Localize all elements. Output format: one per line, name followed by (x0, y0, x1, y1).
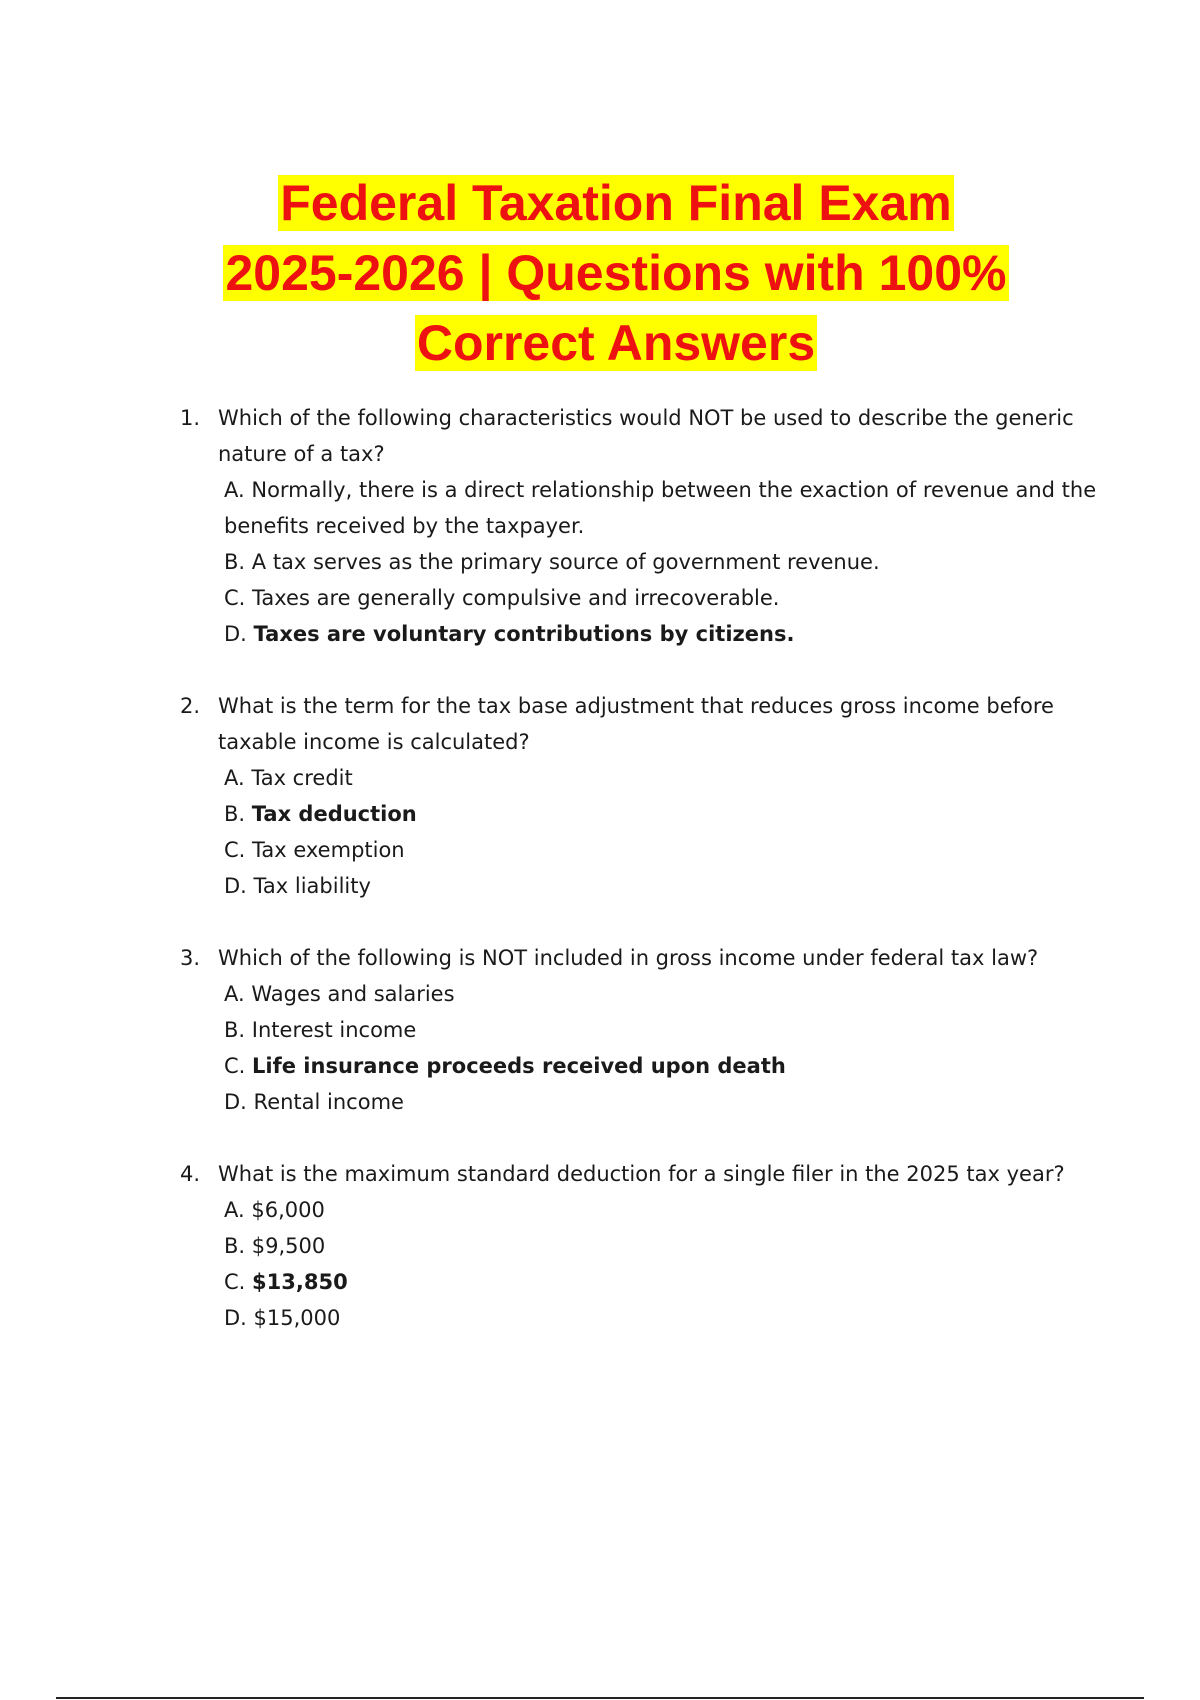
answer-option-a (180, 760, 1100, 796)
answer-option-b (180, 796, 1100, 832)
answer-option-d (180, 868, 1100, 904)
answer-option-b (180, 1012, 1100, 1048)
document-title (0, 168, 1200, 378)
question-list (180, 400, 1100, 1372)
answer-option-a (180, 976, 1100, 1012)
correct-answer-text: Life insurance proceeds received upon death (252, 1054, 786, 1078)
option-text: Taxes are generally compulsive and irrecoverable. (252, 586, 780, 610)
question-2 (180, 688, 1100, 904)
option-letter: A. (224, 478, 245, 502)
question-4 (180, 1156, 1100, 1336)
correct-answer-text: Taxes are voluntary contributions by citizens. (253, 622, 795, 646)
option-letter: B. (224, 550, 246, 574)
option-letter: D. (224, 1090, 247, 1114)
title-line-3: Correct Answers (416, 315, 816, 371)
option-text: A tax serves as the primary source of government revenue. (251, 550, 880, 574)
option-letter: C. (224, 1270, 246, 1294)
option-letter: B. (224, 1018, 246, 1042)
option-letter: C. (224, 586, 246, 610)
question-number: 1. (180, 406, 201, 430)
question-text: Which of the following is NOT included in gross income under federal tax law? (218, 946, 1039, 970)
option-text: Rental income (253, 1090, 404, 1114)
option-text: Normally, there is a direct relationship between the exaction of revenue and the benefits received by the taxpayer. (224, 478, 1097, 538)
option-text: $15,000 (253, 1306, 341, 1330)
question-3 (180, 940, 1100, 1120)
option-letter: B. (224, 1234, 246, 1258)
question-number: 4. (180, 1162, 201, 1186)
answer-option-a (180, 1192, 1100, 1228)
question-text: What is the term for the tax base adjustment that reduces gross income before taxable income is calculated? (218, 694, 1054, 754)
footer-divider (56, 1697, 1144, 1699)
option-text: $6,000 (251, 1198, 325, 1222)
option-text: Tax exemption (252, 838, 405, 862)
question-text: What is the maximum standard deduction for a single filer in the 2025 tax year? (218, 1162, 1065, 1186)
question-text: Which of the following characteristics would NOT be used to describe the generic nature of a tax? (218, 406, 1074, 466)
answer-option-c (180, 580, 1100, 616)
answer-option-c (180, 1264, 1100, 1300)
option-text: Tax liability (253, 874, 371, 898)
correct-answer-text: Tax deduction (251, 802, 417, 826)
answer-option-c (180, 832, 1100, 868)
option-letter: D. (224, 1306, 247, 1330)
title-line-2: 2025-2026 | Questions with 100% (225, 245, 1007, 301)
answer-option-b (180, 544, 1100, 580)
answer-option-b (180, 1228, 1100, 1264)
option-text: $9,500 (251, 1234, 326, 1258)
option-text: Interest income (251, 1018, 417, 1042)
option-letter: D. (224, 622, 247, 646)
option-letter: C. (224, 1054, 246, 1078)
correct-answer-text: $13,850 (252, 1270, 348, 1294)
answer-option-d (180, 1084, 1100, 1120)
title-line-1: Federal Taxation Final Exam (280, 175, 952, 231)
answer-option-a (180, 472, 1100, 544)
question-1 (180, 400, 1100, 652)
option-letter: C. (224, 838, 246, 862)
option-letter: B. (224, 802, 246, 826)
question-number: 3. (180, 946, 201, 970)
option-letter: A. (224, 1198, 245, 1222)
option-letter: A. (224, 766, 245, 790)
option-text: Wages and salaries (251, 982, 455, 1006)
option-letter: D. (224, 874, 247, 898)
answer-option-d (180, 1300, 1100, 1336)
question-number: 2. (180, 694, 201, 718)
answer-option-c (180, 1048, 1100, 1084)
option-text: Tax credit (251, 766, 353, 790)
answer-option-d (180, 616, 1100, 652)
option-letter: A. (224, 982, 245, 1006)
